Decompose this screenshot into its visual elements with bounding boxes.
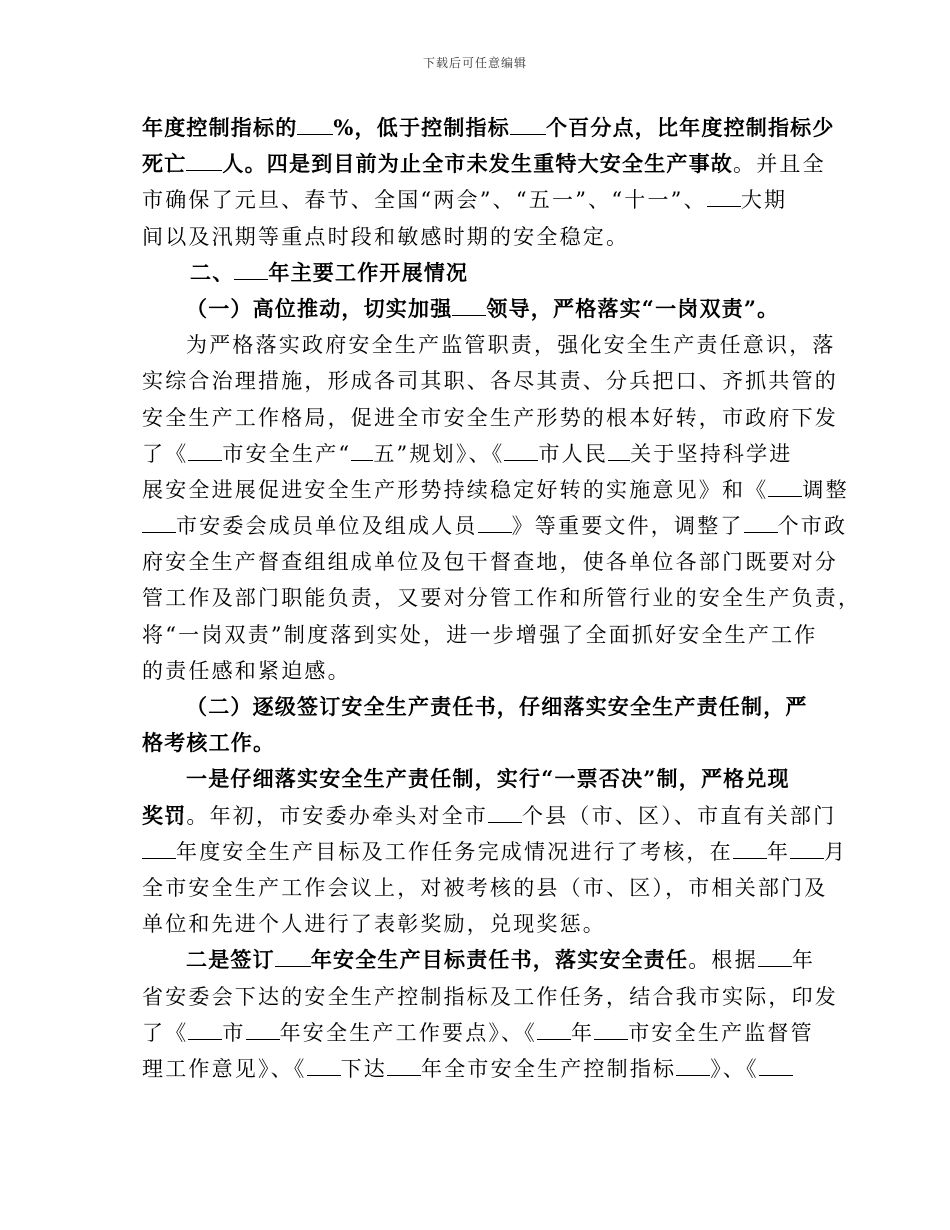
text-line [142,942,822,978]
body-text: 年 [766,839,791,864]
bold-text: （一）高位推动，切实加强 [186,295,453,321]
text-line [142,1015,822,1051]
bold-text: %，低于控制指标 [333,115,510,140]
blank-underline [186,151,222,171]
blank-underline [537,1020,571,1040]
text-line [142,1051,822,1087]
body-text: 个市政 [777,514,848,539]
text-line [142,761,822,797]
body-text: 将“一岗双责”制度落到实处，进一步增强了全面抓好安全生产工作 [142,622,818,647]
body-text: 安全生产工作格局，促进全市安全生产形势的根本好转，市政府下发 [142,405,838,430]
body-text: 省安委会下达的安全生产控制指标及工作任务，结合我市实际，印发 [142,984,838,1009]
body-text: 。年初，市安委办牵头对全市 [186,803,489,828]
text-line [142,798,837,834]
body-text: 市安委会成员单位及组成人员 [176,514,478,539]
body-text: 间以及汛期等重点时段和敏感时期的安全稳定。 [142,224,630,249]
bold-text: 年安全生产目标责任书，落实安全责任 [310,947,689,973]
blank-underline [246,1020,280,1040]
body-text: 关于坚持科学进 [630,441,793,466]
body-text: 》、《 [710,1056,759,1081]
blank-underline [307,1056,341,1076]
blank-underline [768,477,802,497]
blank-underline [452,296,486,316]
body-text: 管工作及部门职能负责，又要对分管工作和所管行业的安全生产负责， [142,586,862,611]
text-line [142,870,828,906]
bold-text: 个百分点，比年度控制指标少 [545,115,835,140]
text-line [142,363,838,399]
bold-text: 二、 [190,259,235,285]
body-text: 。根据 [688,948,758,973]
blank-underline [275,947,311,967]
blank-underline [759,1056,793,1076]
blank-underline [387,1056,421,1076]
text-line [142,906,822,942]
blank-underline [504,441,538,461]
bold-text: 年度控制指标的 [142,115,298,140]
blank-underline [142,839,176,859]
body-text: 展安全进展促进安全生产形势持续稳定好转的实施意见》和《 [142,477,769,502]
blank-underline [608,441,630,461]
text-line [142,255,822,291]
body-text: 为严格落实政府安全生产监管职责，强化安全生产责任意识，落 [186,333,836,358]
blank-underline [758,947,792,967]
bold-text: 二是签订 [186,947,275,973]
blank-underline [510,115,546,135]
body-text: 了《 [142,1020,189,1045]
blank-underline [790,839,824,859]
body-text: 府安全生产督查组组成单位及包干督查地，使各单位各部门既要对分 [142,550,838,575]
text-line [142,400,838,436]
text-line [142,725,822,761]
text-line [142,327,836,363]
body-text: 市确保了元旦、春节、全国“两会”、“五一”、“十一”、 [142,188,707,213]
body-text: 年 [571,1020,595,1045]
text-line [142,653,822,689]
blank-underline [488,803,522,823]
body-text: 下达 [340,1056,388,1081]
text-line [142,689,822,725]
bold-text: 奖罚 [142,802,187,828]
blank-underline [594,1020,628,1040]
bold-text: （二）逐级签订安全生产责任书，仔细落实安全生产责任制，严 [186,694,808,719]
body-text: 的责任感和紧迫感。 [142,658,351,683]
text-line [142,146,826,182]
page-header: 下载后可任意编辑 [422,56,527,70]
body-text: 年度安全生产目标及工作任务完成情况进行了考核，在 [176,839,733,864]
body-text: 市安全生产“ [222,441,352,466]
text-line [142,617,822,653]
body-text: 大期 [740,188,788,213]
body-text: 》等重要文件，调整了 [511,514,744,539]
body-text: 全市安全生产工作会议上，对被考核的县（市、区），市相关部门及 [142,875,828,900]
body-text: 年 [791,948,816,973]
body-text: 理工作意见》、《 [142,1056,307,1081]
body-text: 单位和先进个人进行了表彰奖励，兑现奖惩。 [142,912,606,937]
body-text: 年全市安全生产控制指标 [421,1056,677,1081]
blank-underline [676,1056,710,1076]
body-text: 月 [824,839,848,864]
blank-underline [478,513,512,533]
body-text: 五”规划》、《 [373,441,505,466]
body-text: 个县（市、区）、市直有关部门 [522,803,837,828]
bold-text: 死亡 [142,151,187,177]
text-line [142,979,838,1015]
bold-text: 领导，严格落实“一岗双责”。 [486,295,780,321]
body-text: 了《 [142,441,189,466]
document-body [142,110,862,1087]
blank-underline [188,441,222,461]
blank-underline [733,839,767,859]
body-text: 市安全生产监督管 [628,1020,814,1045]
blank-underline [744,513,778,533]
text-line [142,110,835,146]
blank-underline [707,187,741,207]
bold-text: 一是仔细落实安全生产责任制，实行“一票否决”制，严格兑现 [186,766,790,792]
text-line [142,182,822,218]
text-line [142,472,849,508]
text-line [142,508,848,544]
text-line [142,219,822,255]
bold-text: 格考核工作。 [142,730,276,756]
body-text: 市人民 [538,441,609,466]
bold-text: 人。四是到目前为止全市未发生重特大安全生产事故 [222,151,734,177]
blank-underline [234,260,268,280]
text-line [142,291,822,327]
blank-underline [188,1020,222,1040]
text-line [142,580,862,616]
text-line [142,544,838,580]
blank-underline [142,513,176,533]
body-text: 市 [222,1020,246,1045]
blank-underline [297,115,333,135]
text-line [142,436,822,472]
text-line [142,834,848,870]
body-text: 。并且全 [733,152,826,177]
body-text: 年安全生产工作要点》、《 [279,1020,538,1045]
blank-underline [351,441,373,461]
body-text: 调整 [802,477,849,502]
bold-text: 年主要工作开展情况 [268,259,469,285]
body-text: 实综合治理措施，形成各司其职、各尽其责、分兵把口、齐抓共管的 [142,369,838,394]
